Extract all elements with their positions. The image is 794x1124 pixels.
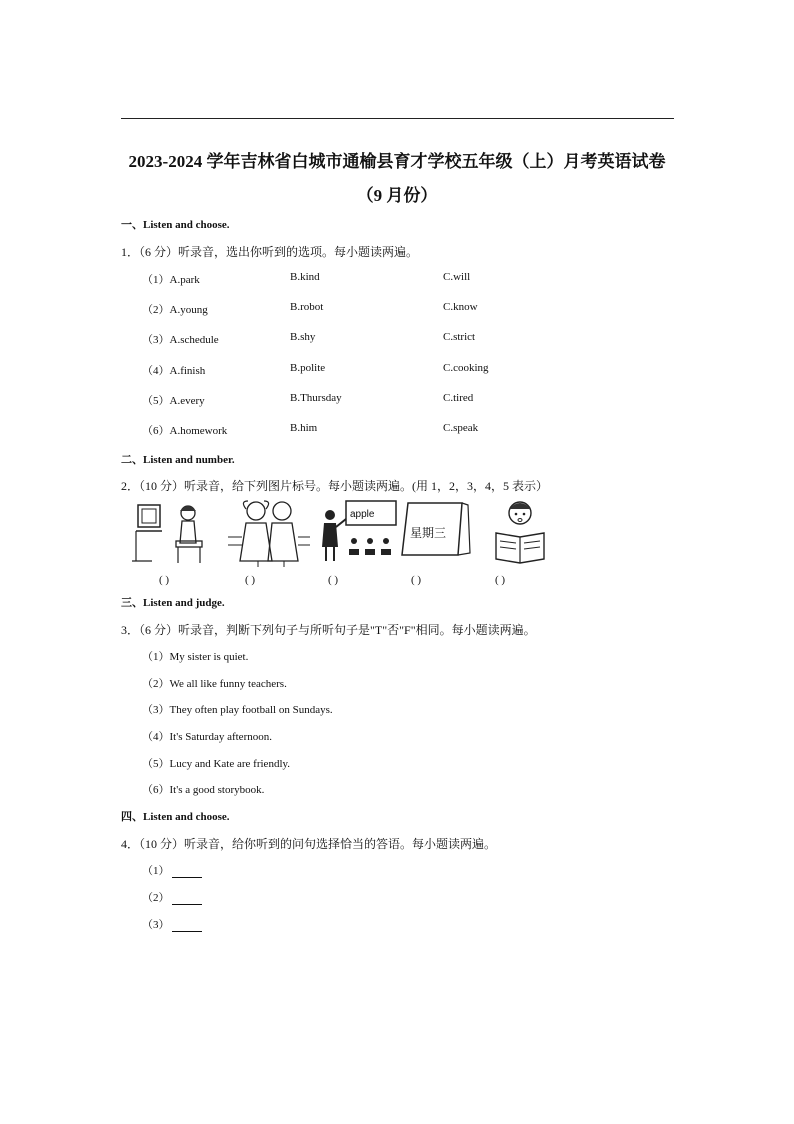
board-word: apple [350,509,375,520]
section-heading-4: 四、Listen and choose. [121,811,230,823]
answer-paren-2: ( ) [245,574,256,586]
answer-paren-1: ( ) [159,574,170,586]
q1-row-2-b: B.robot [290,301,324,313]
q1-row-3-b: B.shy [290,331,316,343]
q1-row-6-b: B.him [290,422,318,434]
q4-item-2: （2） [142,889,202,905]
section-heading-3: 三、Listen and judge. [121,597,225,609]
boy-reading-picture [490,497,550,567]
calendar-picture [400,497,474,567]
q1-row-5-c: C.tired [443,392,474,404]
q3-item-5: （5）Lucy and Kate are friendly. [142,758,291,770]
q3-item-2: （2）We all like funny teachers. [142,678,287,690]
q1-row-1: （1）A.park [142,274,200,286]
q1-row-3: （3）A.schedule [142,334,219,346]
q4-item-3: （3） [142,916,202,932]
teacher-blackboard-picture [318,497,404,567]
question-3-prompt: 3．（6 分）听录音，判断下列句子与所听句子是"T"否"F"相同。每小题读两遍。 [121,623,536,637]
answer-blank[interactable] [172,867,202,878]
section-heading-2: 二、Listen and number. [121,454,235,466]
section-heading-1: 一、Listen and choose. [121,219,230,231]
q1-row-3-c: C.strict [443,331,476,343]
girl-at-desk-picture [132,497,204,567]
answer-paren-3: ( ) [328,574,339,586]
q1-row-6-c: C.speak [443,422,479,434]
q1-row-4-c: C.cooking [443,362,489,374]
q1-row-6: （6）A.homework [142,425,228,437]
q3-item-6: （6）It's a good storybook. [142,784,265,796]
q1-row-2-c: C.know [443,301,478,313]
answer-paren-5: ( ) [495,574,506,586]
q1-row-5-b: B.Thursday [290,392,342,404]
q1-row-5: （5）A.every [142,395,205,407]
calendar-text: 星期三 [410,526,447,540]
answer-blank[interactable] [172,921,202,932]
q1-row-2: （2）A.young [142,304,208,316]
question-2-prompt: 2．（10 分）听录音，给下列图片标号。每小题读两遍。(用 1，2，3，4，5 表示） [121,479,548,493]
question-4-prompt: 4．（10 分）听录音，给你听到的问句选择恰当的答语。每小题读两遍。 [121,837,497,851]
answer-blank[interactable] [172,894,202,905]
two-children-picture [228,497,310,567]
q3-item-3: （3）They often play football on Sundays. [142,704,333,716]
exam-subtitle: （9 月份） [356,186,438,205]
answer-paren-4: ( ) [411,574,422,586]
q3-item-1: （1）My sister is quiet. [142,651,249,663]
q1-row-4-b: B.polite [290,362,326,374]
q2-picture-strip [132,497,552,587]
q1-row-1-b: B.kind [290,271,320,283]
question-1-prompt: 1．（6 分）听录音，选出你听到的选项。每小题读两遍。 [121,245,419,259]
q4-item-1: （1） [142,862,202,878]
header-rule [121,118,674,119]
q1-row-1-c: C.will [443,271,471,283]
q1-row-4: （4）A.finish [142,365,206,377]
q3-item-4: （4）It's Saturday afternoon. [142,731,272,743]
exam-title: 2023-2024 学年吉林省白城市通榆县育才学校五年级（上）月考英语试卷 [128,152,666,171]
